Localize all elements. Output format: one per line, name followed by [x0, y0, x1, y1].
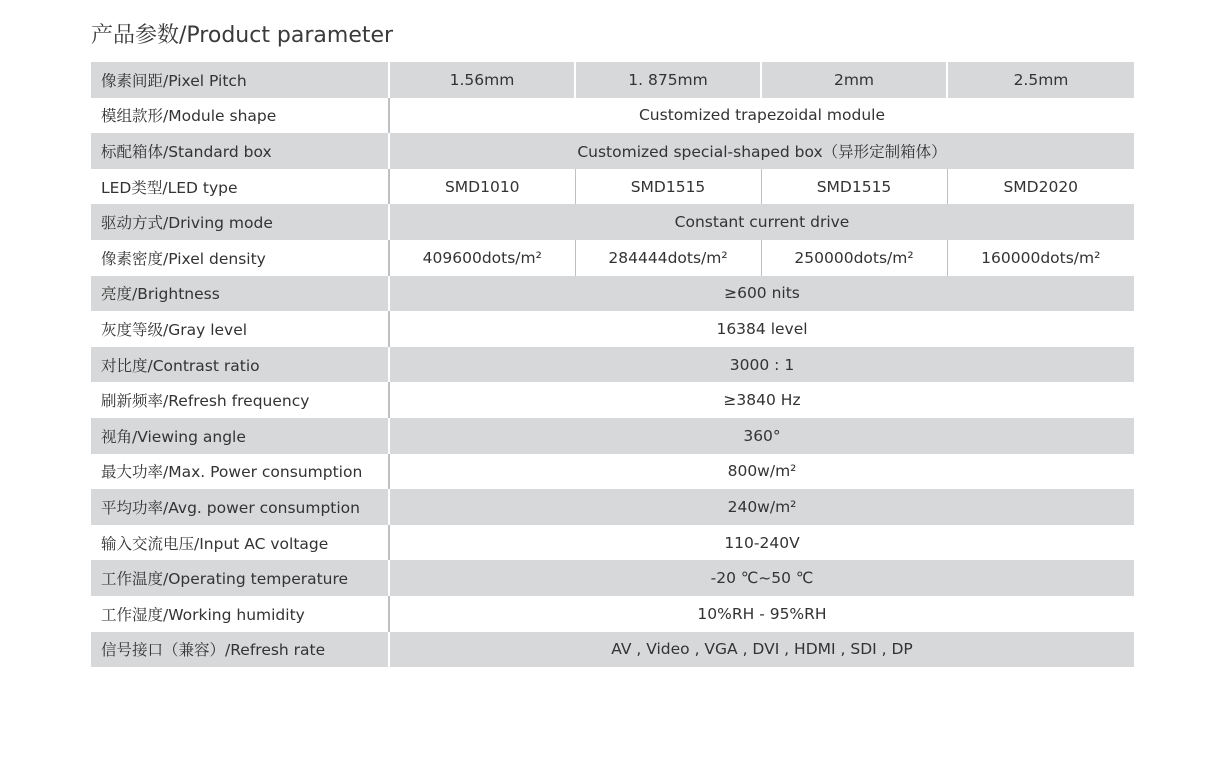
- cell-value: SMD1010: [389, 169, 575, 205]
- cell-value: ≥600 nits: [389, 276, 1134, 312]
- table-row: [91, 98, 1134, 134]
- cell-value: Constant current drive: [389, 204, 1134, 240]
- row-label: 像素密度/Pixel density: [91, 240, 389, 276]
- row-label: 亮度/Brightness: [91, 276, 389, 312]
- table-row: [91, 596, 1134, 632]
- page-title: 产品参数/Product parameter: [91, 23, 394, 48]
- table-row: [91, 454, 1134, 490]
- cell-value: SMD1515: [575, 169, 761, 205]
- cell-value: 1. 875mm: [575, 62, 761, 98]
- table-row: [91, 347, 1134, 383]
- cell-value: AV , Video , VGA , DVI , HDMI , SDI , DP: [389, 632, 1134, 668]
- table-row: [91, 276, 1134, 312]
- cell-value: 16384 level: [389, 311, 1134, 347]
- row-label: 视角/Viewing angle: [91, 418, 389, 454]
- cell-value: ≥3840 Hz: [389, 382, 1134, 418]
- cell-value: Customized trapezoidal module: [389, 98, 1134, 134]
- table-row: [91, 311, 1134, 347]
- row-label: 工作湿度/Working humidity: [91, 596, 389, 632]
- row-label: 灰度等级/Gray level: [91, 311, 389, 347]
- cell-value: SMD1515: [761, 169, 947, 205]
- table-row: [91, 169, 1134, 205]
- row-label: 工作温度/Operating temperature: [91, 560, 389, 596]
- table-row: [91, 240, 1134, 276]
- cell-value: Customized special-shaped box（异形定制箱体）: [389, 133, 1134, 169]
- table-row: [91, 560, 1134, 596]
- cell-value: 800w/m²: [389, 454, 1134, 490]
- cell-value: 360°: [389, 418, 1134, 454]
- row-label: 信号接口（兼容）/Refresh rate: [91, 632, 389, 668]
- row-label: 输入交流电压/Input AC voltage: [91, 525, 389, 561]
- cell-value: 110-240V: [389, 525, 1134, 561]
- row-label: 像素间距/Pixel Pitch: [91, 62, 389, 98]
- cell-value: 284444dots/m²: [575, 240, 761, 276]
- table-row: [91, 418, 1134, 454]
- cell-value: SMD2020: [947, 169, 1134, 205]
- table-row: [91, 382, 1134, 418]
- row-label: 驱动方式/Driving mode: [91, 204, 389, 240]
- cell-value: 2mm: [761, 62, 947, 98]
- row-label: 刷新频率/Refresh frequency: [91, 382, 389, 418]
- cell-value: 409600dots/m²: [389, 240, 575, 276]
- table-row: [91, 204, 1134, 240]
- cell-value: 250000dots/m²: [761, 240, 947, 276]
- row-label: LED类型/LED type: [91, 169, 389, 205]
- cell-value: 240w/m²: [389, 489, 1134, 525]
- row-label: 平均功率/Avg. power consumption: [91, 489, 389, 525]
- cell-value: 1.56mm: [389, 62, 575, 98]
- spec-table: [91, 62, 1134, 667]
- cell-value: 3000 : 1: [389, 347, 1134, 383]
- cell-value: 160000dots/m²: [947, 240, 1134, 276]
- table-row: [91, 133, 1134, 169]
- cell-value: -20 ℃~50 ℃: [389, 560, 1134, 596]
- table-row: [91, 632, 1134, 668]
- table-row: [91, 525, 1134, 561]
- row-label: 模组款形/Module shape: [91, 98, 389, 134]
- table-row: [91, 62, 1134, 98]
- row-label: 对比度/Contrast ratio: [91, 347, 389, 383]
- row-label: 标配箱体/Standard box: [91, 133, 389, 169]
- cell-value: 2.5mm: [947, 62, 1134, 98]
- cell-value: 10%RH - 95%RH: [389, 596, 1134, 632]
- row-label: 最大功率/Max. Power consumption: [91, 454, 389, 490]
- table-row: [91, 489, 1134, 525]
